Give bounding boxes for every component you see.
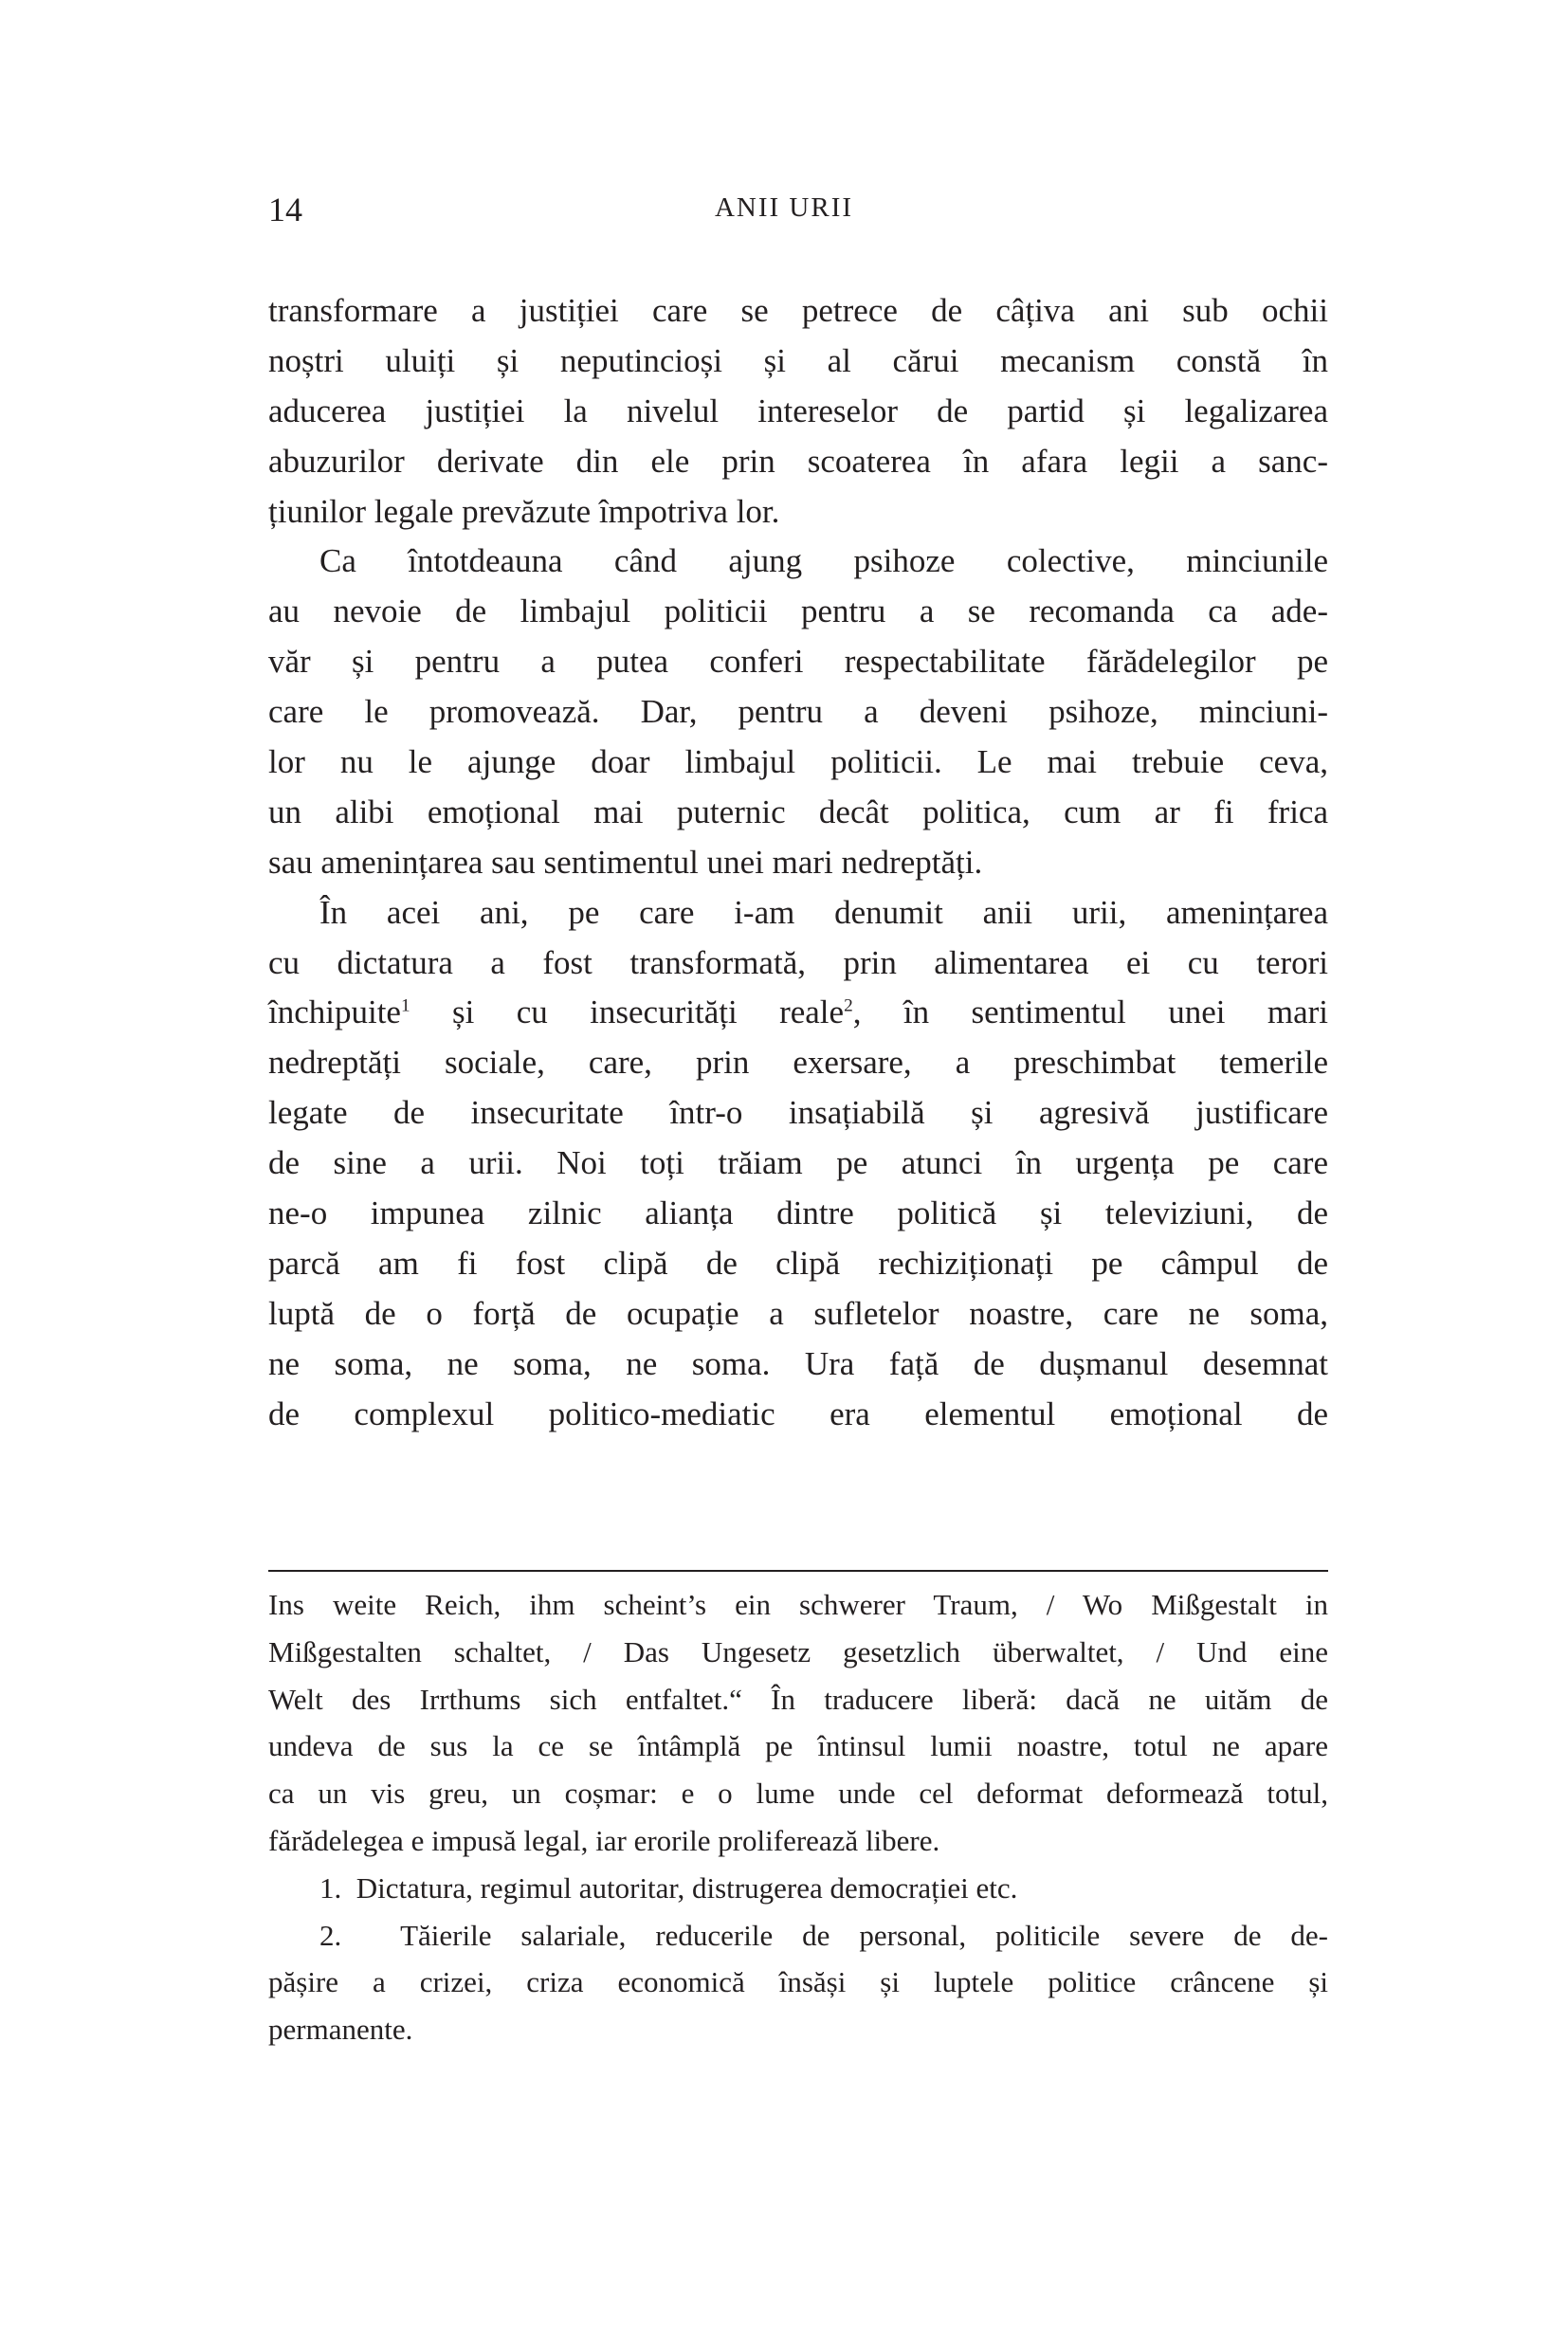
body-line: ne soma, ne soma, ne soma. Ura față de dușmanul desemnat [268,1344,1328,1382]
body-line: care le promovează. Dar, pentru a deveni psihoze, minciuni- [268,693,1328,731]
body-line: luptă de o forță de ocupație a sufletelor noastre, care ne soma, [268,1294,1328,1332]
footnote-ref-2[interactable]: 2 [844,995,853,1016]
body-line: aducerea justiției la nivelul intereselor de partid și legalizarea [268,392,1328,429]
body-line: nedreptăți sociale, care, prin exersare, a preschimbat temerile [268,1044,1328,1082]
body-line: parcă am fi fost clipă de clipă rechiziționați pe câmpul de [268,1244,1328,1282]
body-line: sau amenințarea sau sentimentul unei mari nedreptăți. [268,843,983,881]
body-line: abuzurilor derivate din ele prin scoaterea în afara legii a sanc- [268,442,1328,480]
body-line: țiunilor legale prevăzute împotriva lor. [268,492,780,530]
footnote-number: 2. [319,1918,342,1952]
footnote-number: 1. [319,1870,342,1905]
footnote-1 [268,1865,1328,1912]
body-line: În acei ani, pe care i-am denumit anii urii, amenințarea [319,893,1328,931]
running-title: ANII URII [714,192,854,223]
body-line: cu dictatura a fost transformată, prin alimentarea ei cu terori [268,943,1328,981]
footnote-line: permanente. [268,2013,413,2047]
body-line: Ca întotdeauna când ajung psihoze colective, minciunile [319,542,1328,580]
footnote-line: ca un vis greu, un coșmar: e o lume unde cel deformat deformează totul, [268,1777,1328,1811]
body-line: transformare a justiției care se petrece de câțiva ani sub ochii [268,292,1328,329]
body-line-with-footnote-refs [268,988,1328,1038]
text: și cu insecurități reale [410,994,845,1031]
body-line: noștri uluiți și neputincioși și al cărui mecanism constă în [268,341,1328,379]
footnote-ref-1[interactable]: 1 [400,995,410,1016]
page-number: 14 [268,191,302,228]
body-line: de sine a urii. Noi toți trăiam pe atunci în urgența pe care [268,1144,1328,1182]
body-line: ne-o impunea zilnic alianța dintre politică și televiziuni, de [268,1194,1328,1232]
footnote-line: Welt des Irrthums sich entfaltet.“ În traducere liberă: dacă ne uităm de [268,1682,1328,1716]
footnote-line: Ins weite Reich, ihm scheint’s ein schwerer Traum, / Wo Mißgestalt in [268,1588,1328,1621]
body-line: au nevoie de limbajul politicii pentru a se recomanda ca ade- [268,593,1328,630]
footnote-text: Dictatura, regimul autoritar, distrugerea democrației etc. [356,1870,1018,1905]
footnote-divider [268,1570,1328,1572]
body-line: lor nu le ajunge doar limbajul politicii. Le mai trebuie ceva, [268,743,1328,781]
footnote-line: undeva de sus la ce se întâmplă pe întinsul lumii noastre, totul ne apare [268,1729,1328,1763]
body-text [268,286,1328,1439]
footnotes [268,1581,1328,2053]
footnote-line: fărădelegea e impusă legal, iar erorile proliferează libere. [268,1823,940,1857]
body-line: un alibi emoțional mai puternic decât politica, cum ar fi frica [268,793,1328,830]
body-line: legate de insecuritate într-o insațiabilă și agresivă justificare [268,1094,1328,1132]
footnote-text: Tăierile salariale, reducerile de personal, politicile severe de de- [400,1918,1328,1952]
text: închipuite [268,994,401,1031]
footnote-line: pășire a crizei, criza economică însăși și luptele politice crâncene și [268,1965,1328,1999]
body-line: văr și pentru a putea conferi respectabilitate fărădelegilor pe [268,643,1328,681]
text: , în sentimentul unei mari [852,994,1328,1031]
footnote-line: Mißgestalten schaltet, / Das Ungesetz gesetzlich überwaltet, / Und eine [268,1634,1328,1668]
body-line: de complexul politico-mediatic era elementul emoțional de [268,1395,1328,1432]
footnote-2 [268,1912,1328,1960]
